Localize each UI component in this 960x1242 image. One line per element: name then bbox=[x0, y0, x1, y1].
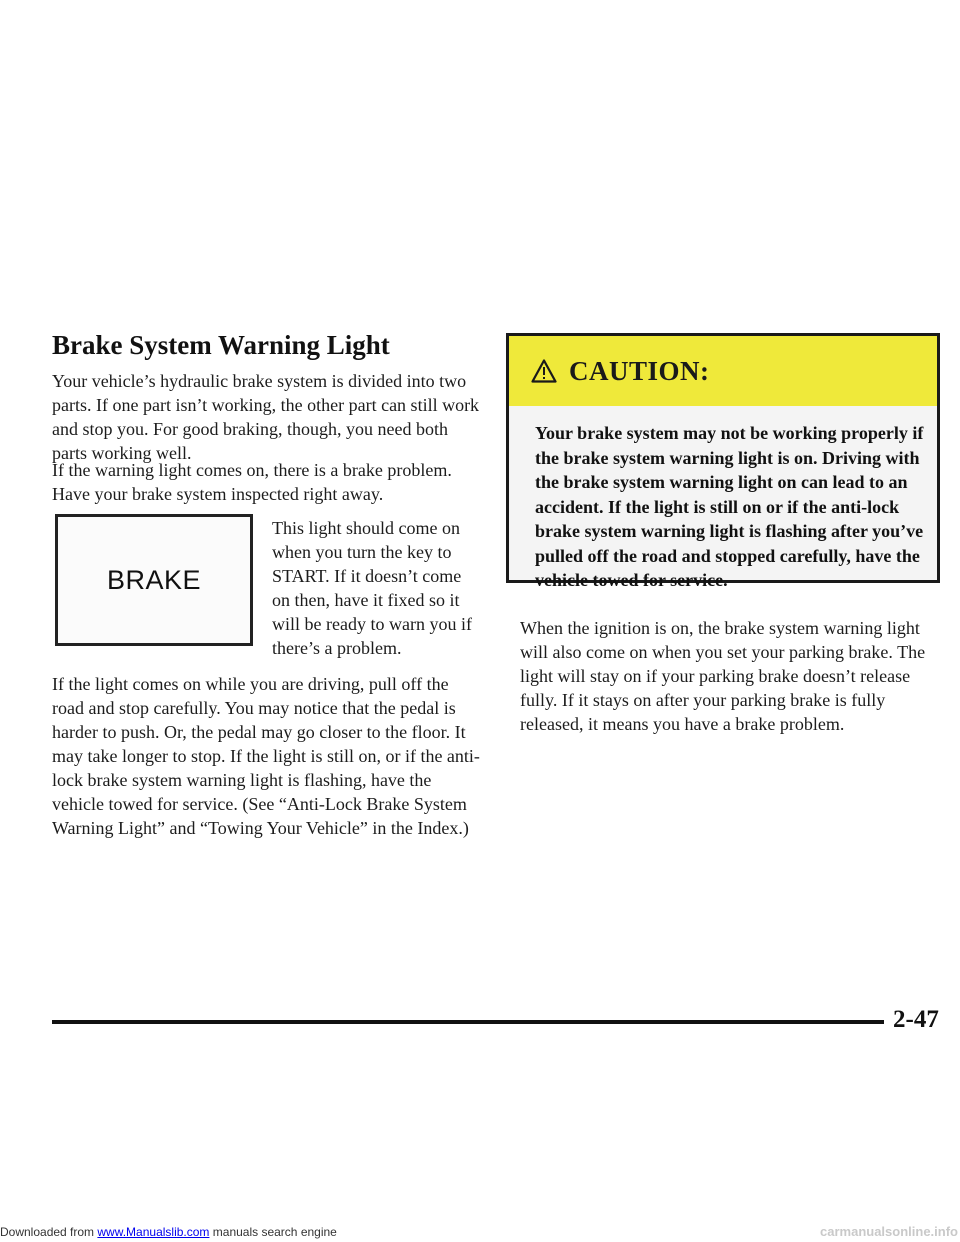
indicator-description: This light should come on when you turn the key to START. If it doesn’t come on then, have it fixed so it will be ready to warn you if there’s a problem. bbox=[272, 518, 472, 658]
section-heading: Brake System Warning Light bbox=[52, 330, 390, 360]
intro-paragraph: Your vehicle’s hydraulic brake system is divided into two parts. If one part isn’t working, the other part can still work and stop you. For good braking, though, you need both parts working well. bbox=[52, 371, 480, 463]
caution-title: CAUTION: bbox=[569, 355, 710, 386]
caution-text: Your brake system may not be working properly if the brake system warning light is on. Driving with the brake system warning light on can lead to an accident. If the light is still on or if the anti-lock brake system warning light is flashing after you’ve pulled off the road and stopped carefully, have the vehicle towed for service. bbox=[535, 423, 924, 590]
warning-triangle-icon bbox=[531, 359, 557, 383]
manualslib-link[interactable]: www.Manualslib.com bbox=[97, 1225, 210, 1239]
download-watermark bbox=[0, 1222, 960, 1242]
site-watermark: carmanualsonline.info bbox=[820, 1224, 958, 1239]
ignition-paragraph: When the ignition is on, the brake system warning light will also come on when you set your parking brake. The light will stay on if your parking brake doesn’t release fully. If it stays on after your parking brake is fully released, it means you have a brake problem. bbox=[520, 618, 926, 734]
driving-paragraph: If the light comes on while you are driving, pull off the road and stop carefully. You may notice that the pedal is harder to push. Or, the pedal may go closer to the floor. It may take longer to stop. If the light is still on, or if the anti-lock brake system warning light is flashing, have the vehicle towed for service. (See “Anti-Lock Brake System Warning Light” and “Towing Your Vehicle” in the Index.) bbox=[52, 674, 480, 838]
brake-indicator-icon bbox=[55, 514, 253, 646]
warning-paragraph: If the warning light comes on, there is a brake problem. Have your brake system inspected right away. bbox=[52, 460, 452, 504]
page-number: 2-47 bbox=[893, 1006, 939, 1033]
caution-header bbox=[509, 336, 937, 406]
footer-rule bbox=[52, 1020, 884, 1024]
caution-box bbox=[506, 333, 940, 590]
brake-indicator-label: BRAKE bbox=[106, 564, 202, 595]
watermark-text: Downloaded from www.Manualslib.com manuals search engine bbox=[0, 1225, 337, 1239]
